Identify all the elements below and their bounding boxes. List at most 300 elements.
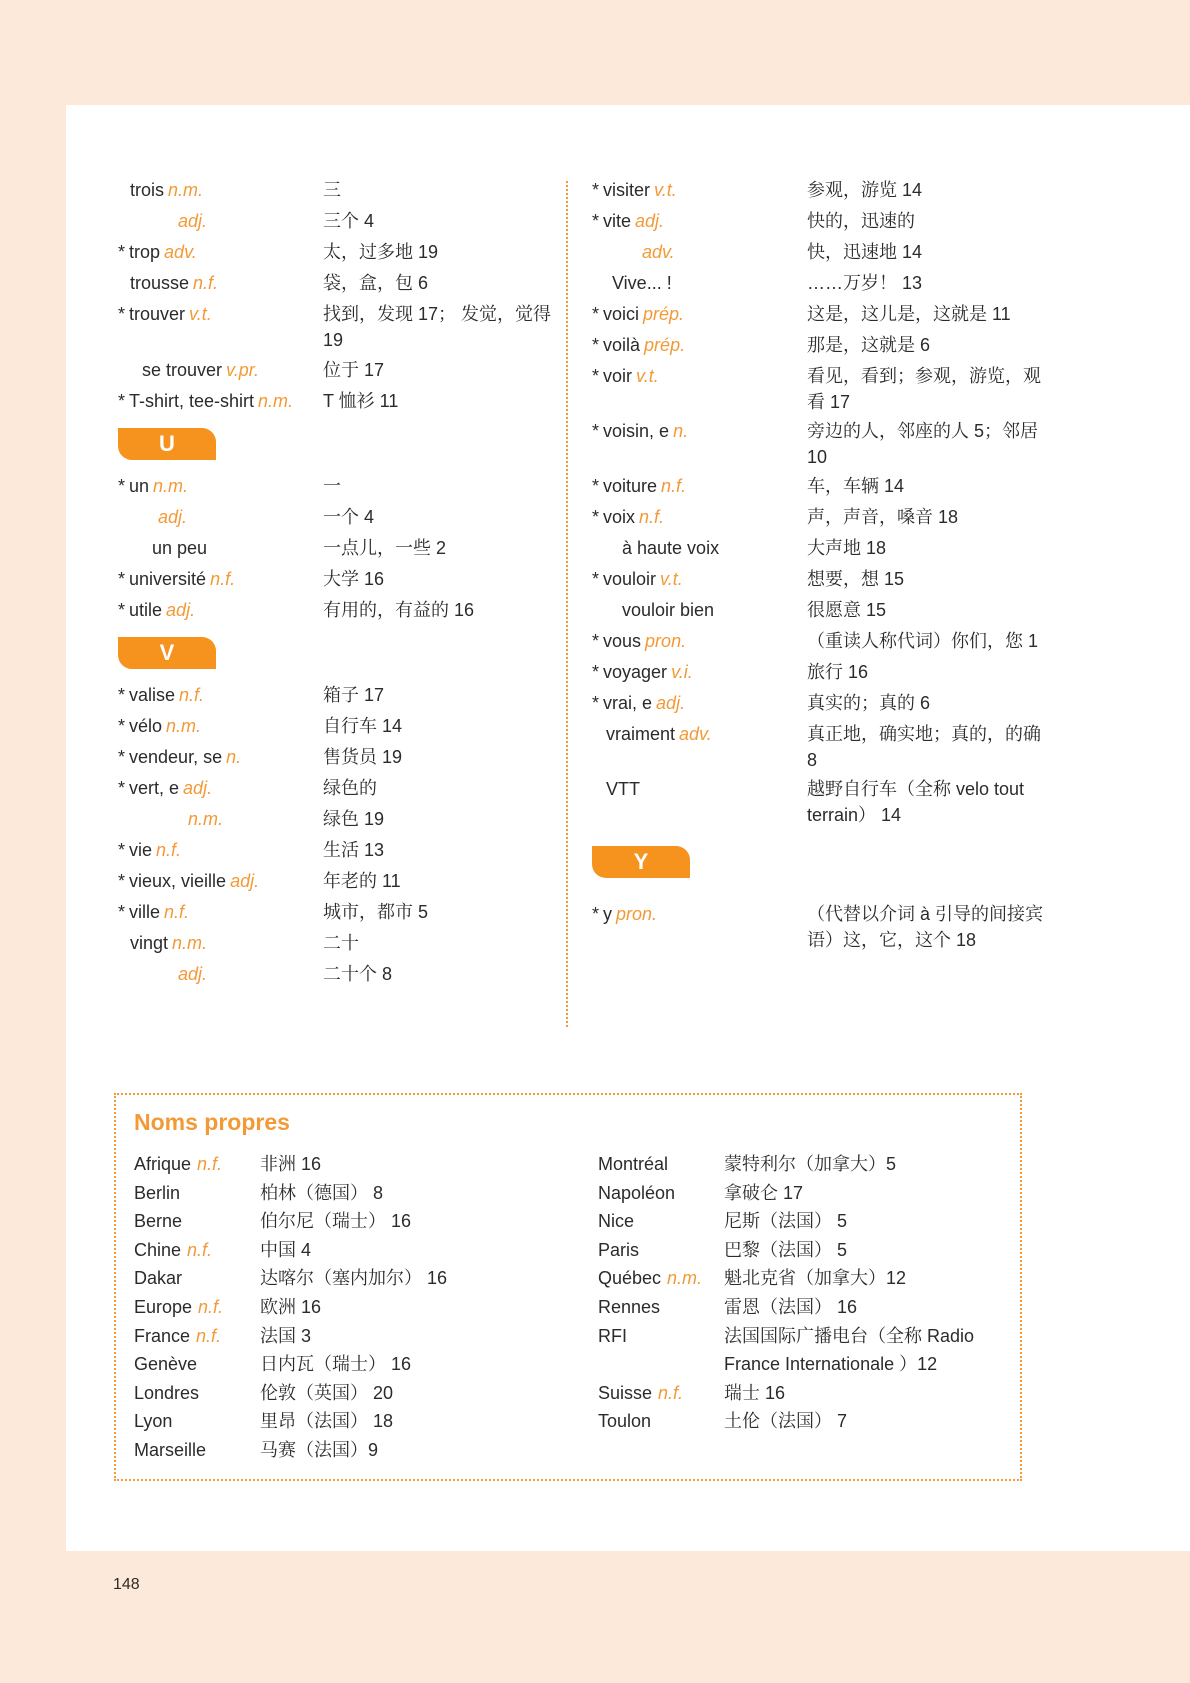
proper-name-entry [134, 1180, 574, 1209]
entry-headword-group [118, 597, 195, 623]
definition: 绿色的 [323, 778, 377, 798]
headword: vendeur, se [129, 747, 223, 767]
part-of-speech: adj. [183, 778, 213, 798]
proper-name-entry [598, 1380, 1008, 1409]
headword: voici [603, 304, 640, 324]
headword: un [129, 476, 150, 496]
proper-name: Marseille [134, 1439, 207, 1460]
headword: vraiment [606, 724, 676, 744]
definition: 日内瓦（瑞士） 16 [260, 1354, 412, 1375]
part-of-speech: adv. [642, 242, 675, 262]
definition: 欧洲 16 [260, 1296, 322, 1317]
entry-headword-group [592, 418, 688, 444]
proper-name-entry [598, 1408, 1008, 1437]
part-of-speech: adj. [656, 693, 686, 713]
headword: trousse [130, 273, 190, 293]
headword: vrai, e [603, 693, 653, 713]
definition: 旅行 16 [807, 662, 869, 682]
definition: 二十 [323, 933, 359, 953]
dictionary-entry [592, 721, 1052, 776]
proper-name-group [598, 1151, 668, 1177]
entry-headword-group [118, 388, 293, 414]
proper-name-entry [598, 1265, 1008, 1294]
proper-name-entry [134, 1380, 574, 1409]
definition: 土伦（法国） 7 [724, 1411, 848, 1432]
definition: 巴黎（法国） 5 [724, 1239, 848, 1260]
definition: 生活 13 [323, 840, 385, 860]
headword: visiter [603, 180, 651, 200]
definition: 瑞士 16 [724, 1382, 786, 1403]
part-of-speech: n.m. [188, 809, 224, 829]
dictionary-entry [118, 535, 558, 566]
part-of-speech: pron. [616, 904, 658, 924]
proper-name: Nice [598, 1211, 635, 1232]
definition: 位于 17 [323, 360, 385, 380]
definition: 年老的 11 [323, 871, 401, 891]
proper-names-title: Noms propres [134, 1109, 290, 1135]
dictionary-entry [592, 597, 1052, 628]
right-column [592, 177, 1052, 956]
frequency-star: * [118, 304, 126, 324]
headword: utile [129, 600, 163, 620]
entry-headword-group [152, 535, 207, 561]
proper-name: Lyon [134, 1411, 173, 1432]
proper-name: Napoléon [598, 1182, 676, 1203]
proper-name: Toulon [598, 1411, 652, 1432]
letter-section [592, 846, 1052, 901]
definition: 拿破仑 17 [724, 1182, 804, 1203]
proper-name: Londres [134, 1382, 200, 1403]
definition: 二十个 8 [323, 964, 393, 984]
headword: voilà [603, 335, 641, 355]
headword: T-shirt, tee-shirt [129, 391, 255, 411]
proper-name-entry [598, 1323, 1008, 1352]
part-of-speech: n.f. [196, 1325, 222, 1346]
headword: se trouver [142, 360, 223, 380]
definition: 伯尔尼（瑞士） 16 [260, 1211, 412, 1232]
letter-heading: Y [592, 846, 690, 878]
definition: 想要，想 15 [807, 569, 905, 589]
definition: 达喀尔（塞内加尔） 16 [260, 1268, 448, 1289]
headword: vie [129, 840, 153, 860]
entry-headword-group [130, 177, 203, 203]
headword: à haute voix [622, 538, 720, 558]
headword: y [603, 904, 613, 924]
entry-headword-group [118, 473, 188, 499]
frequency-star: * [592, 335, 600, 355]
definition: 那是，这就是 6 [807, 335, 931, 355]
frequency-star: * [118, 778, 126, 798]
frequency-star: * [592, 904, 600, 924]
headword: voiture [603, 476, 658, 496]
definition: 自行车 14 [323, 716, 403, 736]
proper-name-group [598, 1294, 660, 1320]
definition: 越野自行车（全称 velo tout terrain） 14 [807, 779, 1025, 825]
dictionary-entry [118, 566, 558, 597]
entry-headword-group [130, 930, 207, 956]
part-of-speech: prép. [643, 304, 685, 324]
entry-headword-group [118, 713, 201, 739]
proper-name: Rennes [598, 1296, 661, 1317]
headword: trop [129, 242, 161, 262]
definition: 有用的，有益的 16 [323, 600, 475, 620]
frequency-star: * [118, 685, 126, 705]
dictionary-entry [592, 177, 1052, 208]
entry-headword-group [592, 504, 664, 530]
entry-headword-group [130, 270, 218, 296]
dictionary-entry [592, 628, 1052, 659]
entry-headword-group [118, 239, 197, 265]
frequency-star: * [118, 716, 126, 736]
headword: université [129, 569, 207, 589]
proper-name-group [134, 1437, 206, 1463]
dictionary-entry [118, 239, 558, 270]
proper-name: Afrique [134, 1154, 192, 1174]
part-of-speech: n.m. [258, 391, 294, 411]
definition: 大学 16 [323, 569, 385, 589]
dictionary-entry [592, 504, 1052, 535]
dictionary-entry [118, 597, 558, 637]
proper-name-entry [134, 1294, 574, 1323]
entry-headword-group [118, 775, 212, 801]
proper-name-entry [134, 1323, 574, 1352]
dictionary-entry [592, 473, 1052, 504]
frequency-star: * [592, 304, 600, 324]
frequency-star: * [592, 476, 600, 496]
proper-name-group [134, 1323, 221, 1349]
entry-headword-group [174, 961, 207, 987]
dictionary-entry [118, 208, 558, 239]
frequency-star: * [592, 693, 600, 713]
proper-name-group [598, 1265, 702, 1291]
part-of-speech: n.f. [661, 476, 687, 496]
entry-headword-group [118, 682, 204, 708]
dictionary-entry [118, 270, 558, 301]
part-of-speech: n.f. [198, 1296, 224, 1317]
proper-name: RFI [598, 1325, 627, 1346]
definition: 箱子 17 [323, 685, 385, 705]
part-of-speech: n.f. [639, 507, 665, 527]
dictionary-entry [118, 868, 558, 899]
part-of-speech: adj. [178, 211, 208, 231]
letter-section [118, 637, 558, 682]
proper-name: Montréal [598, 1154, 669, 1174]
headword: Vive... ! [612, 273, 672, 293]
frequency-star: * [118, 600, 126, 620]
definition: 大声地 18 [807, 538, 887, 558]
proper-name-entry [134, 1151, 574, 1180]
frequency-star: * [592, 569, 600, 589]
dictionary-entry [592, 239, 1052, 270]
proper-name-group [134, 1408, 172, 1434]
dictionary-entry [592, 776, 1052, 846]
part-of-speech: v.pr. [226, 360, 260, 380]
definition: 法国国际广播电台（全称 Radio [724, 1325, 975, 1346]
dictionary-entry [118, 473, 558, 504]
definition: 袋，盒，包 6 [323, 273, 429, 293]
entry-headword-group [592, 332, 685, 358]
definition: 一个 4 [323, 507, 375, 527]
headword: VTT [606, 779, 640, 799]
proper-name-entry [598, 1351, 1008, 1380]
dictionary-entry [592, 301, 1052, 332]
proper-name-group [598, 1323, 627, 1349]
proper-name-group [598, 1408, 651, 1434]
definition: 真实的；真的 6 [807, 693, 931, 713]
definition: 售货员 19 [323, 747, 403, 767]
headword: voix [603, 507, 636, 527]
letter-heading: U [118, 428, 216, 460]
entry-headword-group [592, 901, 657, 927]
definition: 尼斯（法国） 5 [724, 1211, 848, 1232]
proper-name-entry [134, 1237, 574, 1266]
dictionary-entry [592, 363, 1052, 418]
entry-headword-group [592, 363, 659, 389]
proper-name-entry [598, 1294, 1008, 1323]
definition: 柏林（德国） 8 [260, 1182, 384, 1203]
proper-name-entry [134, 1208, 574, 1237]
dictionary-entry [118, 899, 558, 930]
entry-headword-group [638, 239, 675, 265]
dictionary-entry [592, 535, 1052, 566]
dictionary-entry [118, 504, 558, 535]
dictionary-entry [592, 418, 1052, 473]
proper-name: Dakar [134, 1268, 183, 1289]
proper-name-entry [598, 1180, 1008, 1209]
proper-name-group [598, 1237, 639, 1263]
entry-headword-group [612, 270, 672, 296]
dictionary-entry [118, 806, 558, 837]
definition: 中国 4 [260, 1239, 312, 1260]
dictionary-entry [118, 930, 558, 961]
proper-name-group [134, 1237, 212, 1263]
entry-headword-group [592, 208, 664, 234]
entry-headword-group [184, 806, 223, 832]
dictionary-entry [118, 682, 558, 713]
part-of-speech: n.f. [193, 273, 219, 293]
headword: trouver [129, 304, 186, 324]
frequency-star: * [118, 871, 126, 891]
definition: 看见，看到；参观，游览，观看 17 [807, 366, 1041, 412]
frequency-star: * [592, 507, 600, 527]
proper-names-box [114, 1093, 1022, 1481]
page-sheet [66, 105, 1190, 1551]
dictionary-entry [592, 690, 1052, 721]
definition: 找到，发现 17； 发觉，觉得 19 [323, 304, 552, 350]
entry-headword-group [592, 690, 685, 716]
proper-name-group [598, 1208, 634, 1234]
headword: vieux, vieille [129, 871, 227, 891]
column-divider [566, 181, 568, 1027]
part-of-speech: n.m. [172, 933, 208, 953]
part-of-speech: adj. [178, 964, 208, 984]
frequency-star: * [592, 366, 600, 386]
definition: 法国 3 [260, 1325, 312, 1346]
dictionary-entry [118, 301, 558, 357]
part-of-speech: n.m. [168, 180, 204, 200]
definition: 马赛（法国）9 [260, 1439, 379, 1460]
dictionary-entry [592, 566, 1052, 597]
proper-name-group [134, 1151, 222, 1177]
entry-headword-group [592, 301, 684, 327]
definition: 非洲 16 [260, 1154, 322, 1174]
part-of-speech: v.t. [189, 304, 212, 324]
entry-headword-group [118, 566, 235, 592]
left-column [118, 177, 558, 992]
dictionary-entry [118, 713, 558, 744]
frequency-star: * [118, 242, 126, 262]
part-of-speech: v.t. [636, 366, 659, 386]
part-of-speech: n.m. [153, 476, 189, 496]
part-of-speech: adj. [158, 507, 188, 527]
proper-name-group [134, 1208, 182, 1234]
entry-headword-group [142, 357, 259, 383]
proper-name: Suisse [598, 1382, 653, 1403]
part-of-speech: n.f. [164, 902, 190, 922]
entry-headword-group [118, 744, 241, 770]
definition: 里昂（法国） 18 [260, 1411, 394, 1432]
definition: 很愿意 15 [807, 600, 887, 620]
part-of-speech: n.f. [197, 1154, 223, 1174]
proper-name-group [134, 1180, 180, 1206]
part-of-speech: n.f. [156, 840, 182, 860]
headword: voir [603, 366, 633, 386]
headword: vous [603, 631, 642, 651]
frequency-star: * [592, 662, 600, 682]
proper-name-group [598, 1380, 683, 1406]
entry-headword-group [622, 535, 719, 561]
entry-headword-group [592, 628, 686, 654]
part-of-speech: adv. [164, 242, 197, 262]
definition: 伦敦（英国） 20 [260, 1382, 394, 1403]
definition: 旁边的人，邻座的人 5；邻居 10 [807, 421, 1039, 467]
dictionary-entry [118, 775, 558, 806]
entry-headword-group [606, 721, 712, 747]
frequency-star: * [592, 211, 600, 231]
frequency-star: * [592, 421, 600, 441]
dictionary-entry [118, 177, 558, 208]
definition: 三个 4 [323, 211, 375, 231]
frequency-star: * [592, 180, 600, 200]
headword: vouloir bien [622, 600, 715, 620]
part-of-speech: adj. [635, 211, 665, 231]
definition: 快的，迅速的 [807, 211, 915, 231]
definition: 快，迅速地 14 [807, 242, 923, 262]
proper-names-left-column [134, 1151, 574, 1466]
entry-headword-group [592, 473, 686, 499]
definition: 雷恩（法国） 16 [724, 1296, 858, 1317]
proper-name-group [134, 1380, 199, 1406]
proper-name: Chine [134, 1239, 182, 1260]
definition: 魁北克省（加拿大）12 [724, 1268, 907, 1289]
frequency-star: * [592, 631, 600, 651]
frequency-star: * [118, 569, 126, 589]
headword: vouloir [603, 569, 657, 589]
entry-headword-group [174, 208, 207, 234]
definition: 一 [323, 476, 341, 496]
definition: 真正地，确实地；真的，的确 8 [807, 724, 1041, 770]
dictionary-entry [118, 961, 558, 992]
dictionary-entry [592, 332, 1052, 363]
proper-names-right-column [598, 1151, 1008, 1437]
part-of-speech: adj. [166, 600, 196, 620]
part-of-speech: prép. [644, 335, 686, 355]
dictionary-entry [592, 270, 1052, 301]
proper-name-group [134, 1265, 182, 1291]
definition: T 恤衫 11 [323, 391, 399, 411]
dictionary-entry [592, 208, 1052, 239]
part-of-speech: n. [226, 747, 242, 767]
proper-name-entry [134, 1437, 574, 1466]
part-of-speech: n.f. [179, 685, 205, 705]
part-of-speech: adj. [230, 871, 260, 891]
frequency-star: * [118, 391, 126, 411]
letter-heading: V [118, 637, 216, 669]
part-of-speech: n.f. [658, 1382, 684, 1403]
definition: （代替以介词 à 引导的间接宾语）这，它，这个 18 [807, 904, 1044, 950]
proper-name-group [598, 1180, 675, 1206]
part-of-speech: v.i. [671, 662, 693, 682]
letter-section [118, 428, 558, 473]
definition: 三 [323, 180, 341, 200]
part-of-speech: pron. [645, 631, 687, 651]
proper-name-entry [598, 1208, 1008, 1237]
dictionary-entry [118, 357, 558, 388]
proper-name-group [134, 1294, 223, 1320]
entry-headword-group [118, 301, 212, 327]
definition: 绿色 19 [323, 809, 385, 829]
definition: 车，车辆 14 [807, 476, 905, 496]
proper-name-entry [134, 1351, 574, 1380]
entry-headword-group [592, 566, 683, 592]
headword: vite [603, 211, 632, 231]
entry-headword-group [592, 177, 677, 203]
proper-name-group [134, 1351, 197, 1377]
dictionary-entry [118, 837, 558, 868]
entry-headword-group [118, 868, 259, 894]
page-number: 148 [113, 1576, 140, 1593]
dictionary-entry [592, 901, 1052, 956]
headword: trois [130, 180, 165, 200]
proper-name: Berlin [134, 1182, 181, 1203]
dictionary-entry [118, 388, 558, 428]
entry-headword-group [606, 776, 640, 802]
definition: 声，声音，嗓音 18 [807, 507, 959, 527]
proper-name: Paris [598, 1239, 640, 1260]
proper-name: Europe [134, 1296, 193, 1317]
definition: ……万岁！ 13 [807, 273, 923, 293]
definition: 太，过多地 19 [323, 242, 439, 262]
entry-headword-group [154, 504, 187, 530]
headword: vingt [130, 933, 169, 953]
definition: 参观，游览 14 [807, 180, 923, 200]
definition: 城市，都市 5 [323, 902, 429, 922]
entry-headword-group [622, 597, 714, 623]
definition: 蒙特利尔（加拿大）5 [724, 1154, 897, 1174]
definition: France Internationale ）12 [724, 1354, 938, 1375]
headword: voisin, e [603, 421, 670, 441]
part-of-speech: v.t. [660, 569, 683, 589]
proper-name-entry [134, 1265, 574, 1294]
frequency-star: * [118, 840, 126, 860]
part-of-speech: v.t. [654, 180, 677, 200]
proper-name: Genève [134, 1354, 198, 1375]
headword: voyager [603, 662, 668, 682]
entry-headword-group [592, 659, 693, 685]
part-of-speech: n.m. [667, 1268, 703, 1289]
headword: vert, e [129, 778, 180, 798]
dictionary-entry [592, 659, 1052, 690]
